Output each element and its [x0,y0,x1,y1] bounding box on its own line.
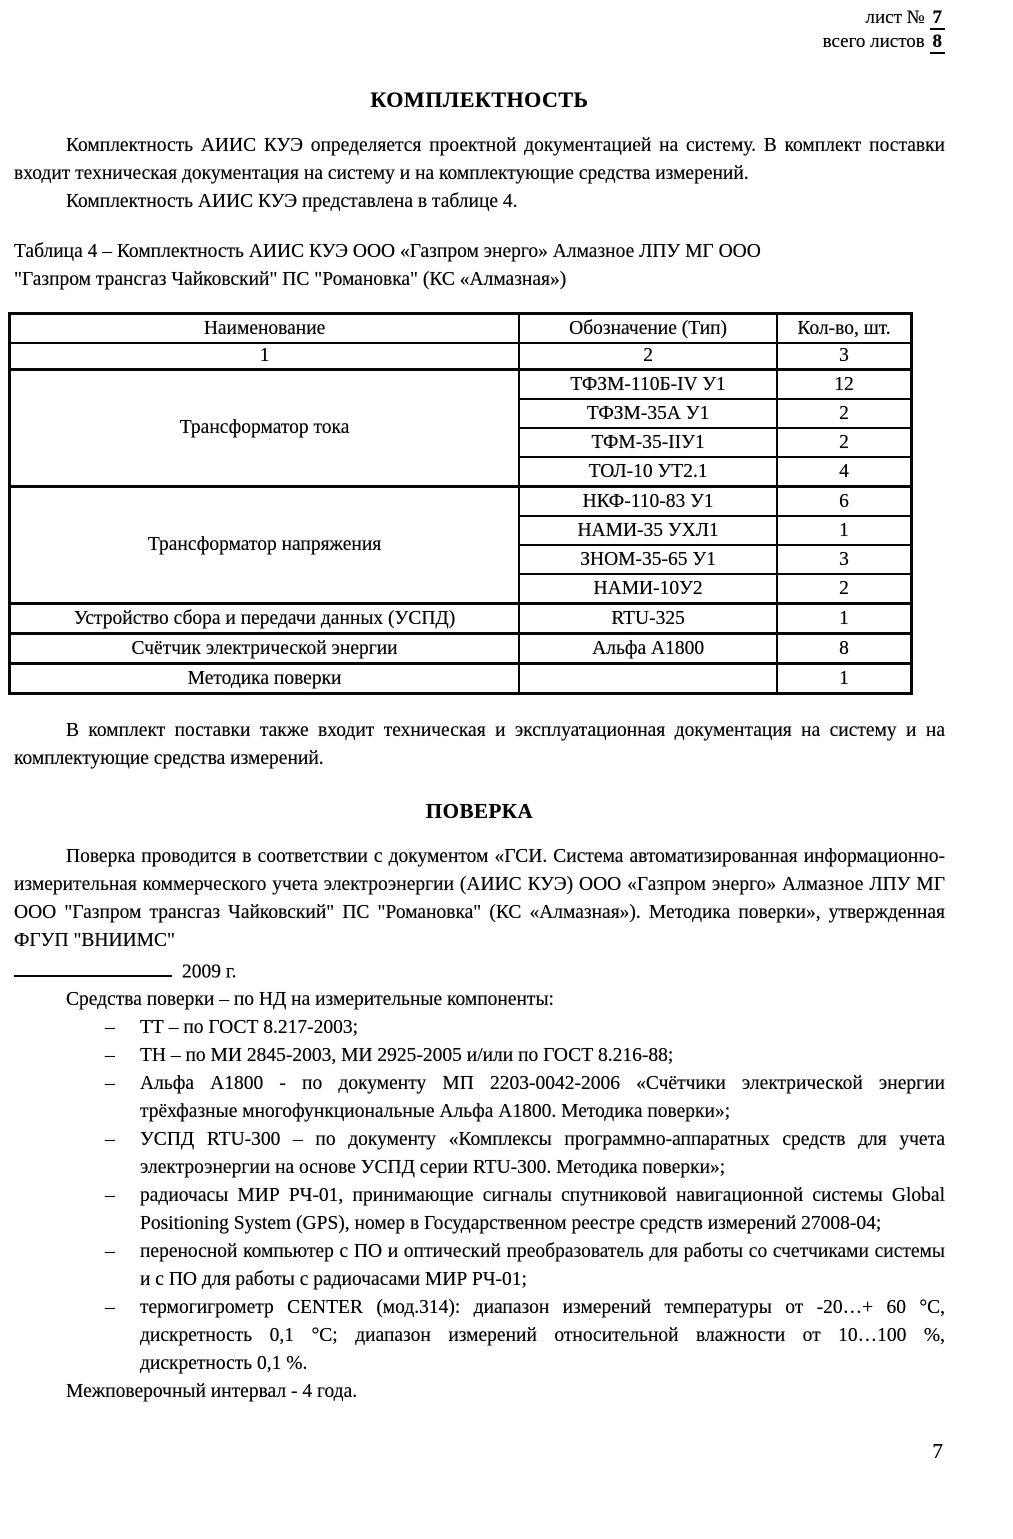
table-row [10,604,912,634]
qty-cell: 1 [777,516,911,545]
completeness-table [8,312,913,695]
header-cell-name: Наименование [10,314,520,344]
list-item [14,1182,945,1238]
group-name-meter: Счётчик электрической энергии [10,634,520,664]
type-cell: ТОЛ-10 УТ2.1 [519,457,777,487]
paragraph-after-table: В комплект поставки также входит техническая и эксплуатационная документация на систему и на комплектующие средства измерений. [14,720,945,769]
verification-means-list [14,1014,945,1378]
list-item-text: радиочасы МИР РЧ-01, принимающие сигналы спутниковой навигационной системы Global Positioning System (GPS), номер в Государственном реестре средств измерений 27008-04; [140,1185,945,1235]
type-cell: Альфа А1800 [519,634,777,664]
qty-cell: 3 [777,545,911,574]
total-sheets-label: всего листов [822,31,925,52]
group-name-method: Методика поверки [10,664,520,694]
qty-cell: 4 [777,457,911,487]
type-cell: RTU-325 [519,604,777,634]
table-row [10,487,912,517]
paragraph-completeness-1: Комплектность АИИС КУЭ определяется проектной документацией на систему. В комплект поставки входит техническая документация на систему и на комплектующие средства измерений. [14,135,945,184]
table-caption: Таблица 4 – Комплектность АИИС КУЭ ООО «Газпром энерго» Алмазное ЛПУ МГ ООО "Газпром трансгаз Чайковский" ПС "Романовка" (КС «Алмазная») [14,241,761,290]
list-item-text: термогигрометр CENTER (мод.314): диапазон измерений температуры от -20…+ 60 °С, дискретность 0,1 °С; диапазон измерений относительной влажности от 10…100 %, дискретность 0,1 %. [140,1297,945,1375]
qty-cell: 1 [777,664,911,694]
dash-marker: – [105,1185,115,1207]
sheet-number-line [14,6,945,30]
dash-marker: – [105,1017,115,1039]
table-row [10,664,912,694]
type-cell: ТФМ-35-IIУ1 [519,428,777,457]
index-cell: 3 [777,343,911,370]
list-item [14,1042,945,1070]
table-row [10,370,912,400]
means-intro: Средства поверки – по НД на измерительные компоненты: [66,989,554,1011]
qty-cell: 8 [777,634,911,664]
page-number: 7 [932,1439,943,1463]
list-item [14,1294,945,1378]
index-cell: 2 [519,343,777,370]
list-item [14,1014,945,1042]
qty-cell: 12 [777,370,911,400]
dash-marker: – [105,1129,115,1151]
paragraph-completeness-2: Комплектность АИИС КУЭ представлена в таблице 4. [66,191,518,212]
list-item-text: ТН – по МИ 2845-2003, МИ 2925-2005 и/или по ГОСТ 8.216-88; [140,1045,674,1067]
list-item-text: переносной компьютер с ПО и оптический преобразователь для работы со счетчиками системы и с ПО для работы с радиочасами МИР РЧ-01; [140,1241,945,1291]
section-title-completeness: КОМПЛЕКТНОСТЬ [370,87,589,112]
qty-cell: 2 [777,428,911,457]
qty-cell: 2 [777,574,911,604]
header-cell-qty: Кол-во, шт. [777,314,911,344]
table-index-row [10,343,912,370]
list-item [14,1126,945,1182]
paragraph-verification-1: Поверка проводится в соответствии с документом «ГСИ. Система автоматизированная информационно-измерительная коммерческого учета электроэнергии (АИИС КУЭ) ООО «Газпром энерго» Алмазное ЛПУ МГ ООО "Газпром трансгаз Чайковский" ПС "Романовка" (КС «Алмазная»). Методика поверки», утвержденная ФГУП "ВНИИМС" [14,846,945,951]
dash-marker: – [105,1241,115,1263]
list-item [14,1070,945,1126]
sheet-number: 7 [930,7,946,30]
interval-paragraph: Межповерочный интервал - 4 года. [66,1381,358,1403]
type-cell: ТФЗМ-35А У1 [519,399,777,428]
list-item-text: Альфа А1800 - по документу МП 2203-0042-2006 «Счётчики электрической энергии трёхфазные многофункциональные Альфа А1800. Методика поверки»; [140,1073,945,1123]
group-name-current-transformer: Трансформатор тока [10,370,520,487]
signature-blank-line [14,955,172,977]
index-cell: 1 [10,343,520,370]
type-cell: НКФ-110-83 У1 [519,487,777,517]
approval-year-line [14,955,945,986]
total-sheets-line [14,30,945,54]
list-item [14,1238,945,1294]
qty-cell: 1 [777,604,911,634]
qty-cell: 6 [777,487,911,517]
list-item-text: УСПД RTU-300 – по документу «Комплексы программно-аппаратных средств для учета электроэнергии на основе УСПД серии RTU-300. Методика поверки»; [140,1129,945,1179]
table-row [10,634,912,664]
sheet-header [14,6,945,54]
table-header-row [10,314,912,344]
type-cell-empty [519,664,777,694]
dash-marker: – [105,1073,115,1095]
approval-year: 2009 г. [182,961,237,983]
type-cell: НАМИ-35 УХЛ1 [519,516,777,545]
list-item-text: ТТ – по ГОСТ 8.217-2003; [140,1017,359,1039]
sheet-label: лист № [865,7,925,28]
section-title-verification: ПОВЕРКА [425,799,534,823]
qty-cell: 2 [777,399,911,428]
type-cell: ТФЗМ-110Б-IV У1 [519,370,777,400]
dash-marker: – [105,1297,115,1319]
group-name-voltage-transformer: Трансформатор напряжения [10,487,520,604]
total-sheets-number: 8 [930,31,946,54]
type-cell: НАМИ-10У2 [519,574,777,604]
type-cell: ЗНОМ-35-65 У1 [519,545,777,574]
header-cell-type: Обозначение (Тип) [519,314,777,344]
group-name-uspd: Устройство сбора и передачи данных (УСПД) [10,604,520,634]
dash-marker: – [105,1045,115,1067]
